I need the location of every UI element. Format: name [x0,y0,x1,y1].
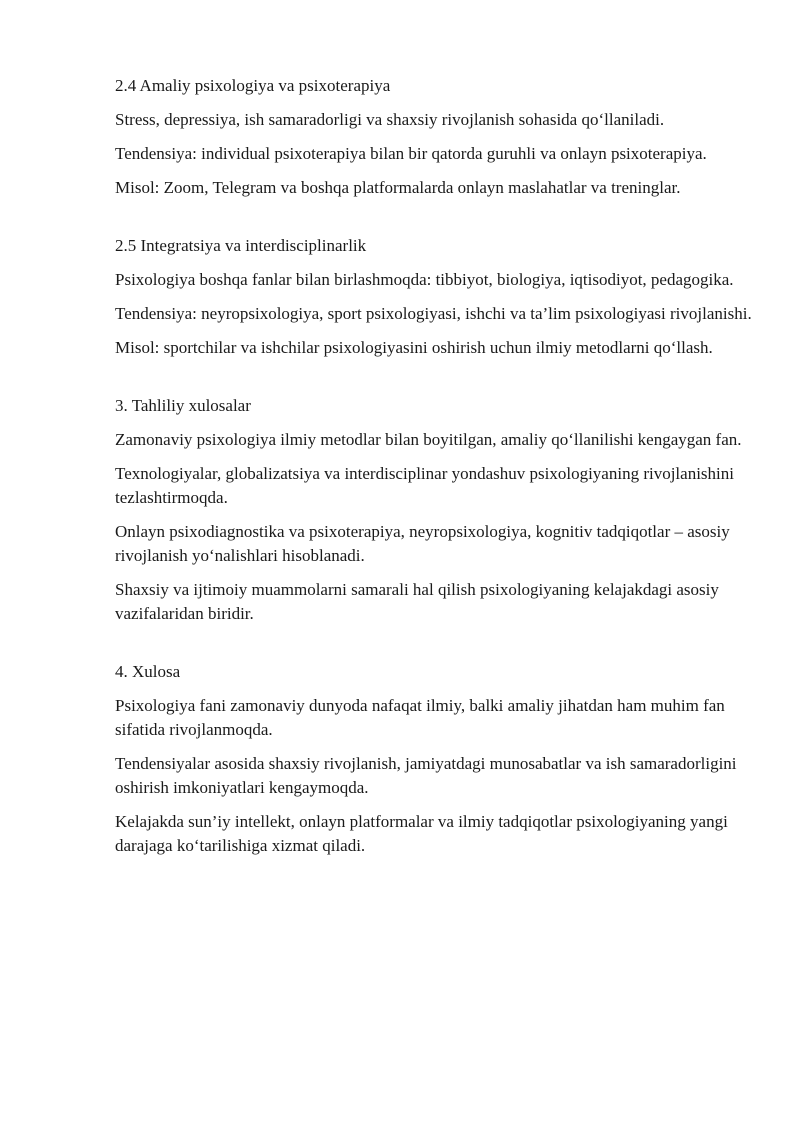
paragraph: Tendensiya: neyropsixologiya, sport psixologiyasi, ishchi va ta’lim psixologiyasi rivojlanishi. [115,304,752,323]
section-tahliliy-xulosalar [115,394,755,626]
section-amaliy-psixologiya [115,74,755,200]
section-heading: 2.5 Integratsiya va interdisciplinarlik [115,236,367,255]
section-heading: 3. Tahliliy xulosalar [115,396,251,415]
section-spacer [115,210,755,234]
section-heading: 4. Xulosa [115,662,181,681]
paragraph: Tendensiyalar asosida shaxsiy rivojlanish, jamiyatdagi munosabatlar va ish samaradorligini oshirish imkoniyatlari kengaymoqda. [115,754,737,797]
section-spacer [115,370,755,394]
paragraph: Kelajakda sun’iy intellekt, onlayn platformalar va ilmiy tadqiqotlar psixologiyaning yangi darajaga ko‘tarilishiga xizmat qiladi. [115,812,728,855]
paragraph: Tendensiya: individual psixoterapiya bilan bir qatorda guruhli va onlayn psixoterapiya. [115,144,707,163]
section-spacer [115,636,755,660]
paragraph: Misol: Zoom, Telegram va boshqa platformalarda onlayn maslahatlar va treninglar. [115,178,681,197]
document-page [115,74,755,868]
paragraph: Psixologiya fani zamonaviy dunyoda nafaqat ilmiy, balki amaliy jihatdan ham muhim fan sifatida rivojlanmoqda. [115,696,725,739]
paragraph: Texnologiyalar, globalizatsiya va interdisciplinar yondashuv psixologiyaning rivojlanishini tezlashtirmoqda. [115,464,734,507]
paragraph: Zamonaviy psixologiya ilmiy metodlar bilan boyitilgan, amaliy qo‘llanilishi kengaygan fan. [115,430,742,449]
section-heading: 2.4 Amaliy psixologiya va psixoterapiya [115,76,391,95]
paragraph: Shaxsiy va ijtimoiy muammolarni samarali hal qilish psixologiyaning kelajakdagi asosiy vazifalaridan biridir. [115,580,719,623]
paragraph: Misol: sportchilar va ishchilar psixologiyasini oshirish uchun ilmiy metodlarni qo‘llash. [115,338,713,357]
paragraph: Psixologiya boshqa fanlar bilan birlashmoqda: tibbiyot, biologiya, iqtisodiyot, pedagogika. [115,270,734,289]
paragraph: Onlayn psixodiagnostika va psixoterapiya, neyropsixologiya, kognitiv tadqiqotlar – asosiy rivojlanish yo‘nalishlari hisoblanadi. [115,522,730,565]
section-xulosa [115,660,755,858]
section-integratsiya [115,234,755,360]
paragraph: Stress, depressiya, ish samaradorligi va shaxsiy rivojlanish sohasida qo‘llaniladi. [115,110,665,129]
